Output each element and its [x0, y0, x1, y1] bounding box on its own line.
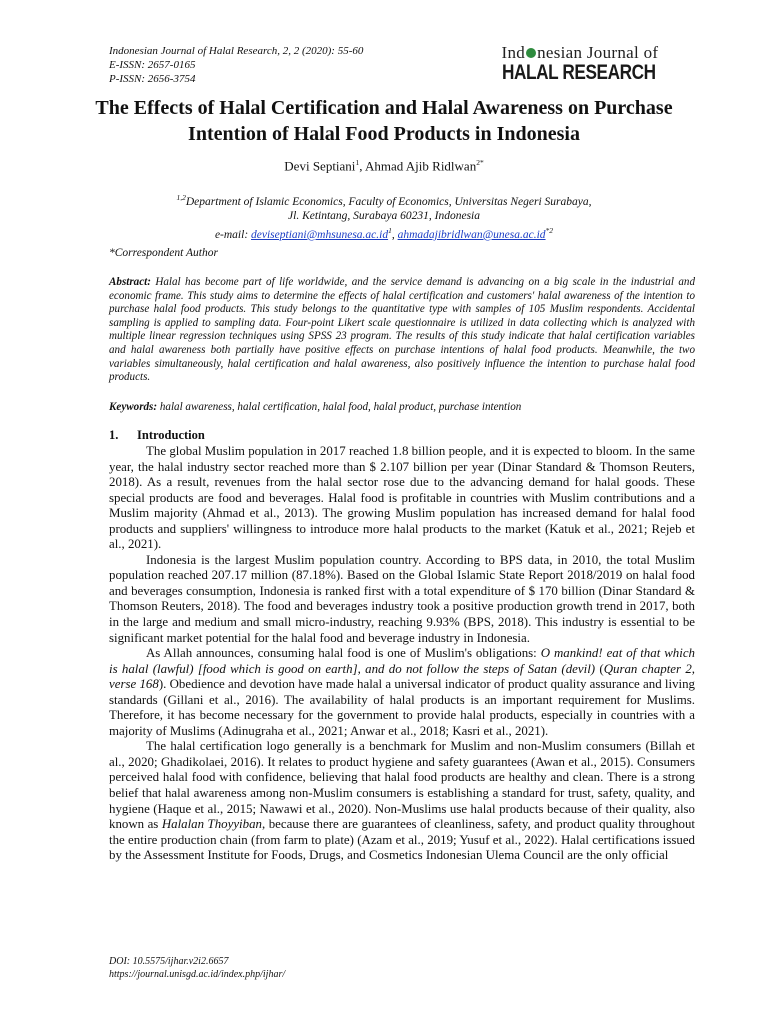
abstract-text: Halal has become part of life worldwide, and the service demand is advancing on a big scale in the industrial and economic frame. This study aims to determine the effects of halal certification and customers' halal awareness of the intention to purchase halal food products. This study belongs to the quantitative type with samples of 105 Muslim respondents. Accidental sampling is applied to sampling data. Four-point Likert scale questionnaire is utilized in data collecting which is analyzed with multiple linear regression techniques using SPSS 23 program. The results of this study indicate that halal certification variables and halal awareness both partially have positive effects on purchase intentions of halal food products. Meanwhile, the two variables simultaneously, halal certification and halal awareness, also positively influence the intention to purchase halal food products. [109, 276, 695, 384]
author-2: Ahmad Ajib Ridlwan [364, 158, 477, 174]
email-link-1[interactable]: deviseptiani@mhsunesa.ac.id [251, 228, 389, 241]
correspondent-note: *Correspondent Author [109, 247, 218, 259]
author-1: Devi Septiani [284, 158, 356, 174]
abstract [109, 276, 695, 385]
paragraph-2: Indonesia is the largest Muslim population country. According to BPS data, in 2010, the total Muslim population reached 207.17 million (87.18%). Based on the Global Islamic State Report 2018/2019 on halal food and beverages consumption, Indonesia is ranked first with a total expenditure of $ 170 billion (Dinar Standard & Thomson Reuters, 2018). The food and beverages industry took a positive production growth trend in 2017, both in the large and medium and small micro-industry, reaching 9.93% (BPS, 2018). This industry is essential to be significant market potential for the halal food and beverage industry in Indonesia. [109, 552, 695, 645]
author-line: Devi Septiani$^1$, Ahmad Ajib Ridlwan$^{2*}$ [284, 158, 484, 174]
keywords [109, 401, 695, 413]
logo-globe-icon [526, 48, 536, 58]
email-line: e-mail: $deviseptiani@mhsunesa.ac.id^1$, $ahmadajibridlwan@unesa.ac.id^{*2}$ [214, 225, 554, 241]
journal-logo [502, 44, 689, 84]
affiliation-line-2: Jl. Ketintang, Surabaya 60231, Indonesia [288, 210, 480, 223]
quran-reference: Quran chapter 2, verse 168 [109, 661, 696, 692]
body-text [109, 444, 695, 864]
journal-meta [109, 44, 363, 86]
paper-title: The Effects of Halal Certification and Halal Awareness on Purchase Intention of Halal Food Products in Indonesia [95, 97, 673, 145]
quran-quote: O mankind! eat of that which is halal (lawful) [food which is good on earth], and do not follow the steps of Satan (devil) [109, 646, 695, 676]
affiliation-line-1: $^{1,2}$Department of Islamic Economics, Faculty of Economics, Universitas Negeri Surabaya, [176, 193, 592, 208]
section-number: 1. [109, 428, 119, 442]
paragraph-1: The global Muslim population in 2017 reached 1.8 billion people, and it is expected to bloom. In the same year, the halal industry sector reached more than $ 2.107 billion per year (Dinar Standard & Thomson Reuters, 2018). As a result, revenues from the halal sector rose due to the advancing demand for halal goods. These special products are food and beverages. Halal food is profitable in countries with Muslim contributions and a Muslim majority (Ahmad et al., 2013). The growing Muslim population has increased demand for halal food products and suppliers' willingness to introduce more halal products to the market (Katuk et al., 2021; Rejeb et al., 2021). [109, 444, 695, 552]
doi: DOI: 10.5575/ijhar.v2i2.6657 [109, 956, 229, 967]
abstract-label: Abstract: [109, 276, 151, 288]
paragraph-3: As Allah announces, consuming halal food is one of Muslim's obligations: O mankind! eat of that which is halal (lawful) [food which is good on earth], and do not follow the steps of Satan (devil) (Quran chapter 2, verse 168). Obedience and devotion have made halal a universal indicator of product quality assurance and living standards (Gillani et al., 2016). The availability of halal products is an important requirement for Muslims. Therefore, it has become necessary for the government to provide halal products, especially in countries with a majority of Muslims (Adinugraha et al., 2021; Anwar et al., 2018; Kasri et al., 2021). [109, 646, 696, 738]
page-footer [109, 955, 285, 981]
journal-eissn: E-ISSN: 2657-0165 [109, 59, 196, 71]
page-header [109, 44, 699, 90]
paragraph-4: The halal certification logo generally is a benchmark for Muslim and non-Muslim consumers (Billah et al., 2020; Ghadikolaei, 2016). It relates to product hygiene and safety guarantees (Awan et al., 2015). Consumers perceived halal food with confidence, believing that halal food products are healthy and clean. There is a strong belief that halal awareness among non-Muslim consumers is establishing a standard for trust, safety, quality, and hygiene (Haque et al., 2015; Nawawi et al., 2020). Non-Muslims use halal products because of their quality, also known as Halalan Thoyyiban, because there are guarantees of cleanliness, safety, and product quality throughout the entire production chain (from farm to plate) (Azam et al., 2019; Yusuf et al., 2022). Halal certifications issued by the Assessment Institute for Foods, Drugs, and Cosmetics Indonesian Ulema Council are the only official [109, 739, 695, 863]
journal-citation: Indonesian Journal of Halal Research, 2, 2 (2020): 55-60 [109, 45, 364, 57]
halalan-thoyyiban-term: Halalan Thoyyiban [161, 817, 262, 832]
keywords-text: halal awareness, halal certification, halal food, halal product, purchase intention [157, 401, 522, 413]
journal-pissn: P-ISSN: 2656-3754 [109, 73, 196, 85]
logo-top-line: Ind nesian Journal of [501, 43, 659, 62]
keywords-label: Keywords: [109, 401, 158, 413]
email-link-2[interactable]: ahmadajibridlwan@unesa.ac.id [397, 228, 546, 241]
section-heading [109, 428, 205, 443]
logo-bottom-line: HALAL RESEARCH [501, 61, 656, 84]
affiliation [60, 191, 708, 242]
section-title: Introduction [137, 428, 205, 442]
journal-url: https://journal.unisgd.ac.id/index.php/ijhar/ [109, 969, 286, 980]
